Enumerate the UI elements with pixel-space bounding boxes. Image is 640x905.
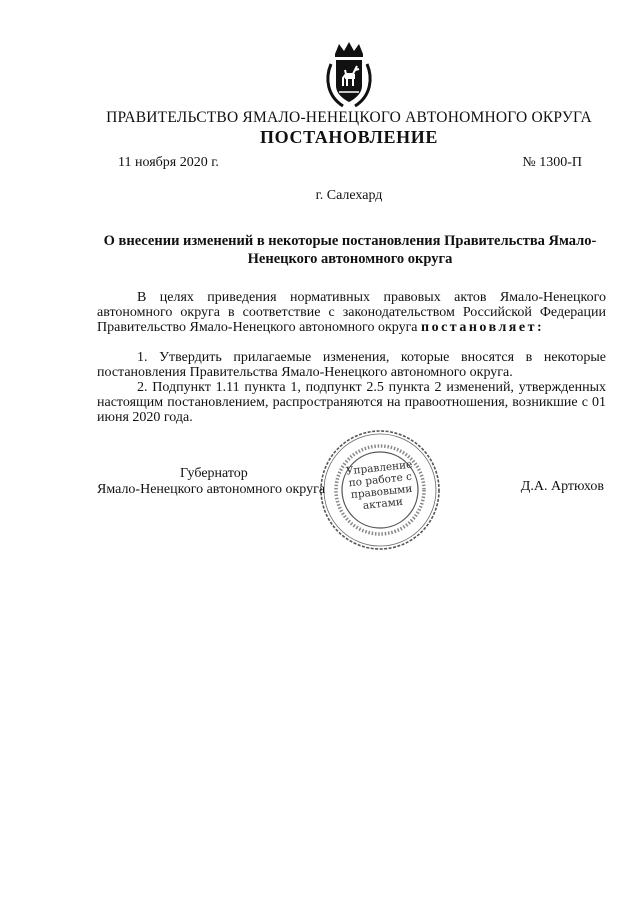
document-title: О внесении изменений в некоторые постановления Правительства Ямало-Ненецкого автономного округа — [103, 233, 597, 267]
coat-of-arms-icon — [321, 40, 377, 110]
document-city: г. Салехард — [315, 188, 383, 203]
organization-name: ПРАВИТЕЛЬСТВО ЯМАЛО-НЕНЕЦКОГО АВТОНОМНОГО ОКРУГА — [106, 109, 592, 126]
signatory-position: Губернатор — [180, 466, 248, 481]
paragraph-item-1: 1. Утвердить прилагаемые изменения, которые вносятся в некоторые постановления Правительства Ямало-Ненецкого автономного округа. — [97, 350, 606, 380]
document-number: № 1300-П — [522, 155, 582, 170]
signatory-organization: Ямало-Ненецкого автономного округа — [97, 482, 326, 497]
preamble-text: В целях приведения нормативных правовых актов Ямало-Ненецкого автономного округа в соответствие с законодательством Российской Федерации Правительство Ямало-Ненецкого автономного округа — [97, 290, 606, 335]
seal-inner-text: Управление по работе с правовыми актами — [345, 458, 413, 512]
document-type: ПОСТАНОВЛЕНИЕ — [260, 127, 438, 147]
document-date: 11 ноября 2020 г. — [118, 155, 219, 170]
decree-keyword: постановляет: — [421, 320, 545, 335]
paragraph-item-2: 2. Подпункт 1.11 пункта 1, подпункт 2.5 пункта 2 изменений, утвержденных настоящим постановлением, распространяются на правоотношения, возникшие с 01 июня 2020 года. — [97, 380, 606, 425]
paragraph-preamble — [97, 290, 606, 335]
signatory-name: Д.А. Артюхов — [520, 479, 604, 494]
